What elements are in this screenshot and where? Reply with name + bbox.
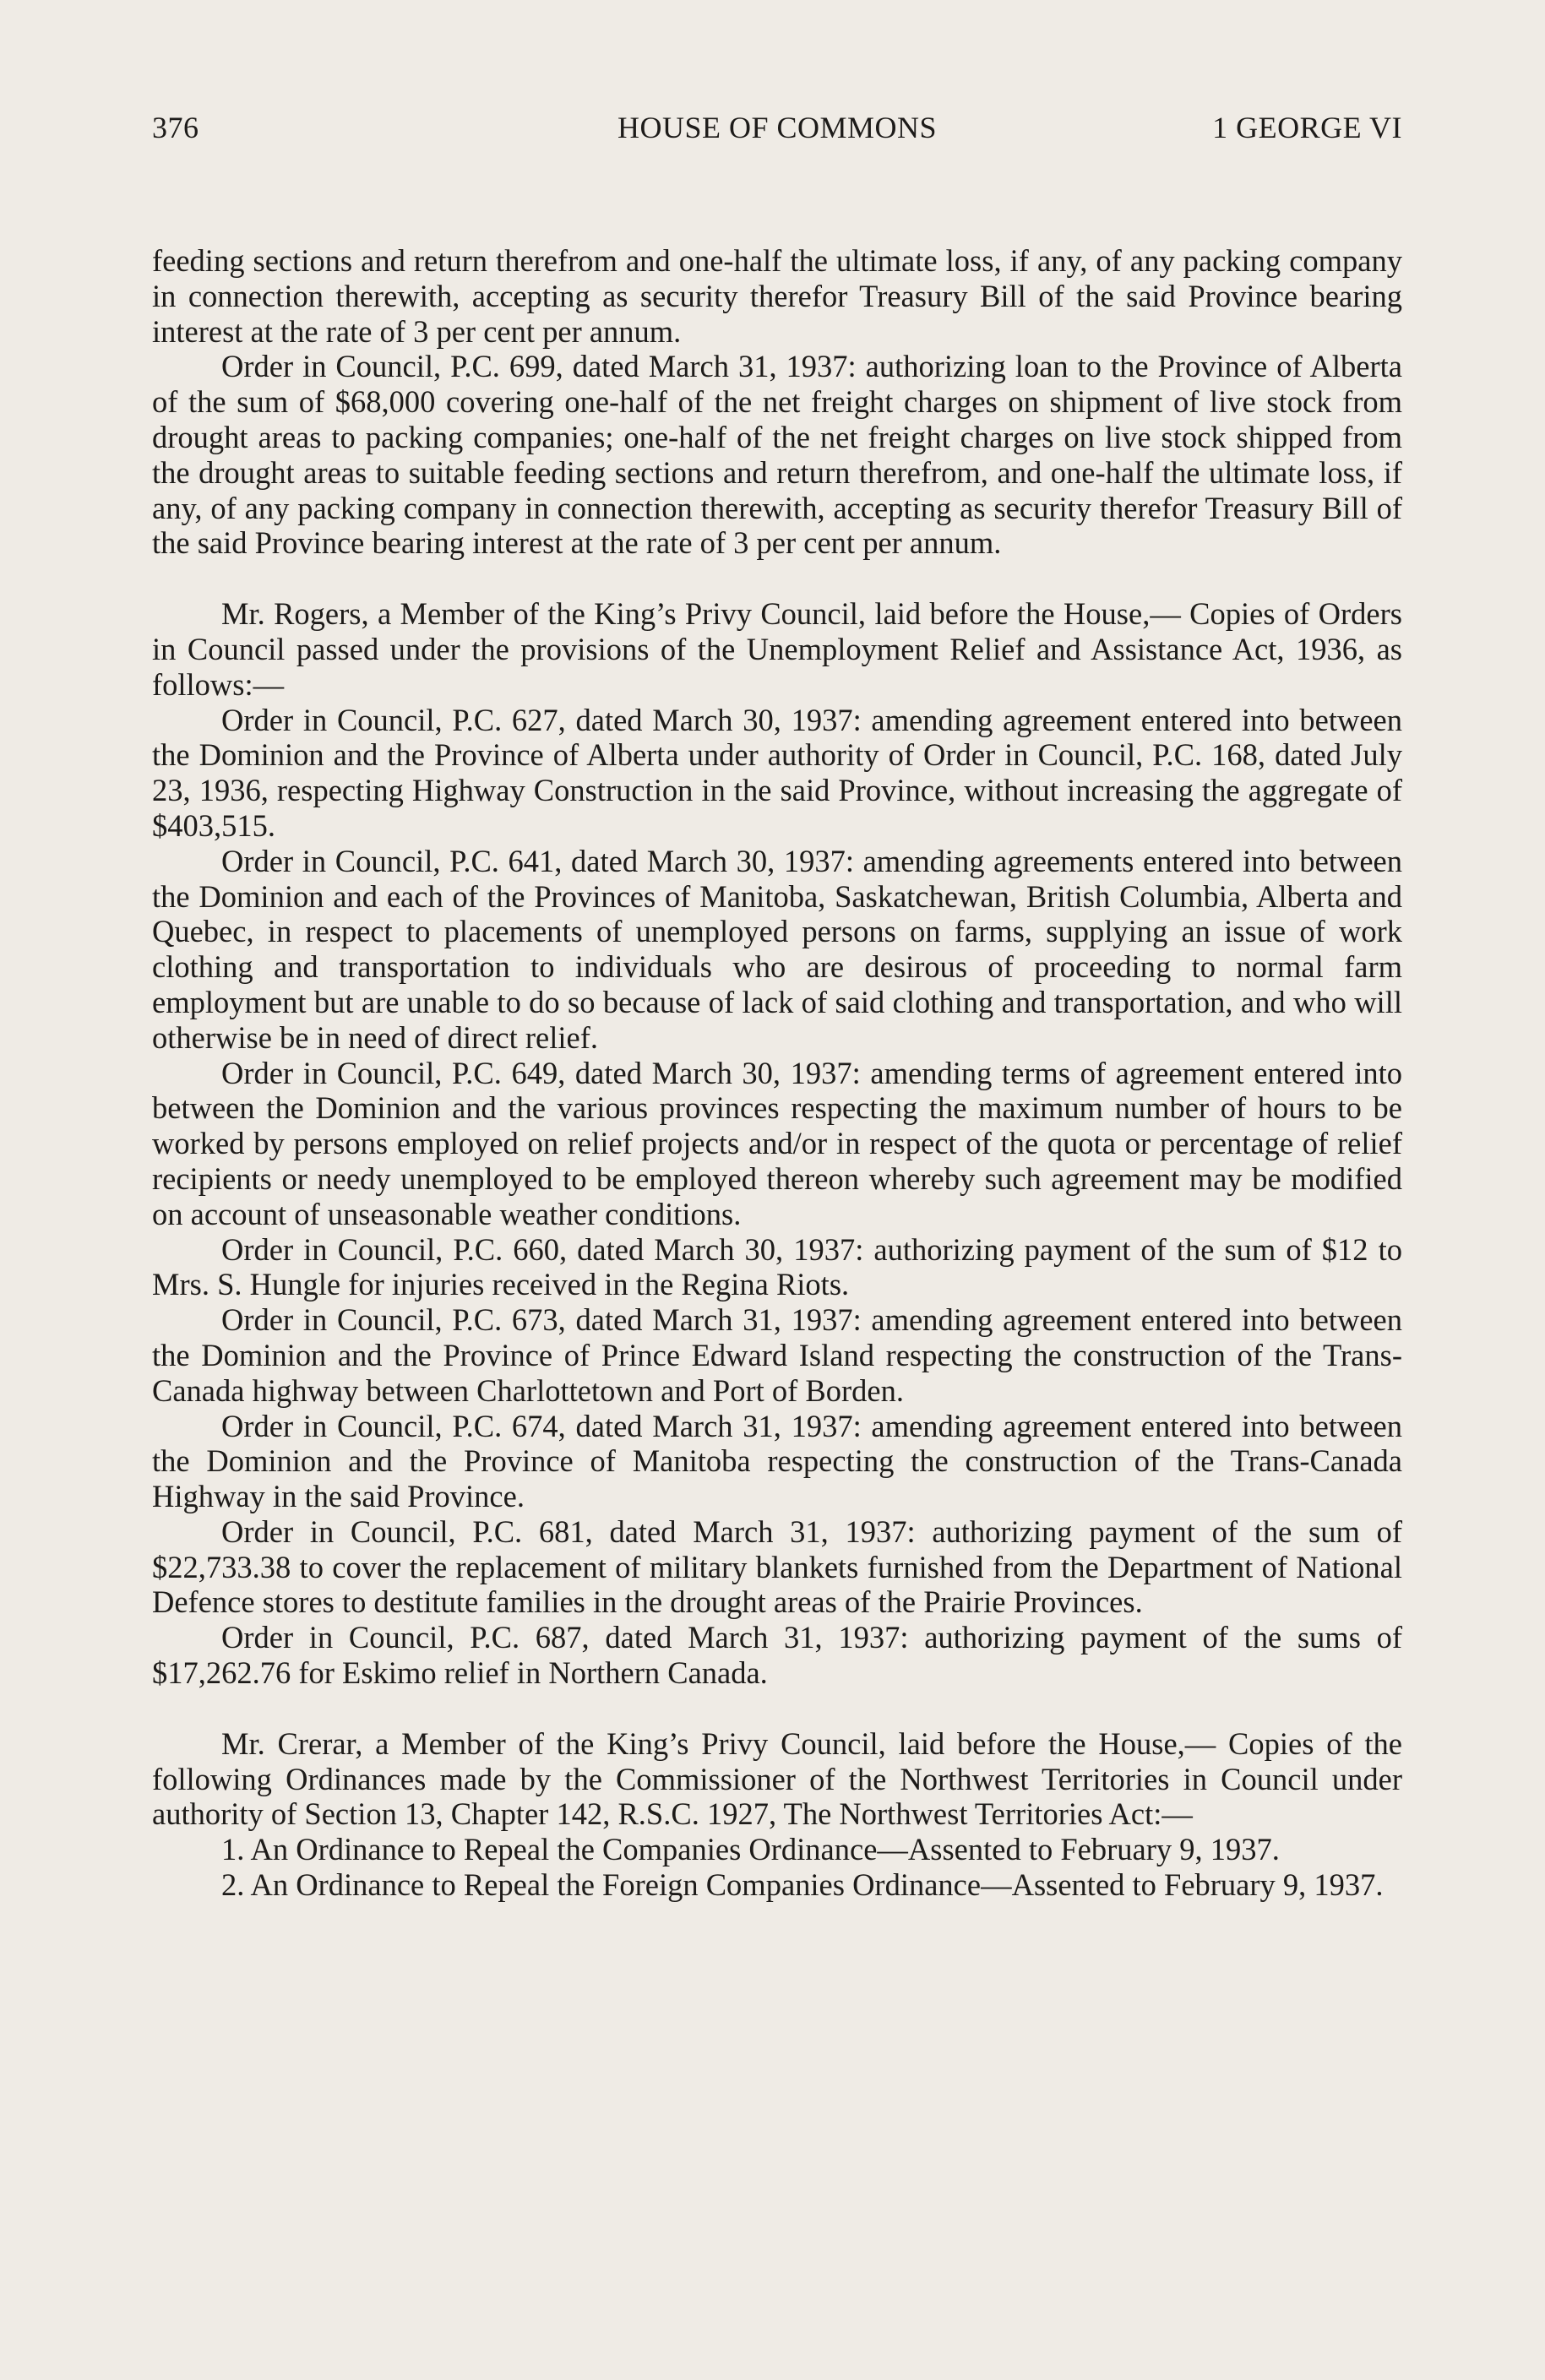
list-item-ordinance-1: 1. An Ordinance to Repeal the Companies Ordinance—Assented to February 9, 1937. — [221, 1832, 1280, 1867]
paragraph-order-pc-627: Order in Council, P.C. 627, dated March 30, 1937: amending agreement entered into between the Dominion and the Province of Alberta under authority of Order in Council, P.C. 168, dated July 23, 1936, respecting Highway Construction in the said Province, without increasing the aggregate of $403,515. — [152, 702, 1402, 843]
page-header-title: HOUSE OF COMMONS — [617, 111, 938, 144]
page-number: 376 — [152, 111, 199, 144]
list-item-ordinance-2: 2. An Ordinance to Repeal the Foreign Companies Ordinance—Assented to February 9, 1937. — [221, 1867, 1384, 1903]
paragraph-order-pc-641: Order in Council, P.C. 641, dated March 30, 1937: amending agreements entered into between the Dominion and each of the Provinces of Manitoba, Saskatchewan, British Columbia, Alberta and Quebec, in respect to placements of unemployed persons on farms, supplying an issue of work clothing and transportation to individuals who are desirous of proceeding to normal farm employment but are unable to do so because of lack of said clothing and transportation, and who will otherwise be in need of direct relief. — [152, 843, 1402, 1055]
paragraph-order-pc-674: Order in Council, P.C. 674, dated March 31, 1937: amending agreement entered into between the Dominion and the Province of Manitoba respecting the construction of the Trans-Canada Highway in the said Province. — [152, 1408, 1402, 1514]
paragraph-order-pc-687: Order in Council, P.C. 687, dated March 31, 1937: authorizing payment of the sums of $17,262.76 for Eskimo relief in Northern Canada. — [152, 1620, 1402, 1691]
paragraph-continuation: feeding sections and return therefrom and one-half the ultimate loss, if any, of any packing company in connection therewith, accepting as security therefor Treasury Bill of the said Province bearing interest at the rate of 3 per cent per annum. — [152, 243, 1402, 349]
running-head — [152, 101, 1402, 152]
paragraph-order-pc-649: Order in Council, P.C. 649, dated March 30, 1937: amending terms of agreement entered into between the Dominion and the various provinces respecting the maximum number of hours to be worked by persons employed on relief projects and/or in respect of the quota or percentage of relief recipients or needy unemployed to be employed thereon whereby such agreement may be modified on account of unseasonable weather conditions. — [152, 1055, 1402, 1231]
paragraph-order-pc-681: Order in Council, P.C. 681, dated March 31, 1937: authorizing payment of the sum of $22,733.38 to cover the replacement of military blankets furnished from the Department of National Defence stores to destitute families in the drought areas of the Prairie Provinces. — [152, 1513, 1402, 1620]
paragraph-mr-rogers: Mr. Rogers, a Member of the King’s Privy Council, laid before the House,— Copies of Orders in Council passed under the provisions of the Unemployment Relief and Assistance Act, 1936, as follows:— — [152, 596, 1402, 702]
body-text — [152, 243, 1402, 1903]
paragraph-mr-crerar: Mr. Crerar, a Member of the King’s Privy Council, laid before the House,— Copies of the following Ordinances made by the Commissioner of the Northwest Territories in Council under authority of Section 13, Chapter 142, R.S.C. 1927, The Northwest Territories Act:— — [152, 1725, 1402, 1832]
paragraph-order-pc-699: Order in Council, P.C. 699, dated March 31, 1937: authorizing loan to the Province of Alberta of the sum of $68,000 covering one-half of the net freight charges on shipment of live stock from drought areas to packing companies; one-half of the net freight charges on live stock shipped from the drought areas to suitable feeding sections and return therefrom, and one-half the ultimate loss, if any, of any packing company in connection therewith, accepting as security therefor Treasury Bill of the said Province bearing interest at the rate of 3 per cent per annum. — [152, 349, 1402, 561]
page — [152, 101, 1402, 1903]
paragraph-order-pc-660: Order in Council, P.C. 660, dated March 30, 1937: authorizing payment of the sum of $12 to Mrs. S. Hungle for injuries received in the Regina Riots. — [152, 1231, 1402, 1302]
paragraph-order-pc-673: Order in Council, P.C. 673, dated March 31, 1937: amending agreement entered into between the Dominion and the Province of Prince Edward Island respecting the construction of the Trans-Canada highway between Charlottetown and Port of Borden. — [152, 1302, 1402, 1408]
regnal-year: 1 GEORGE VI — [1212, 111, 1402, 144]
